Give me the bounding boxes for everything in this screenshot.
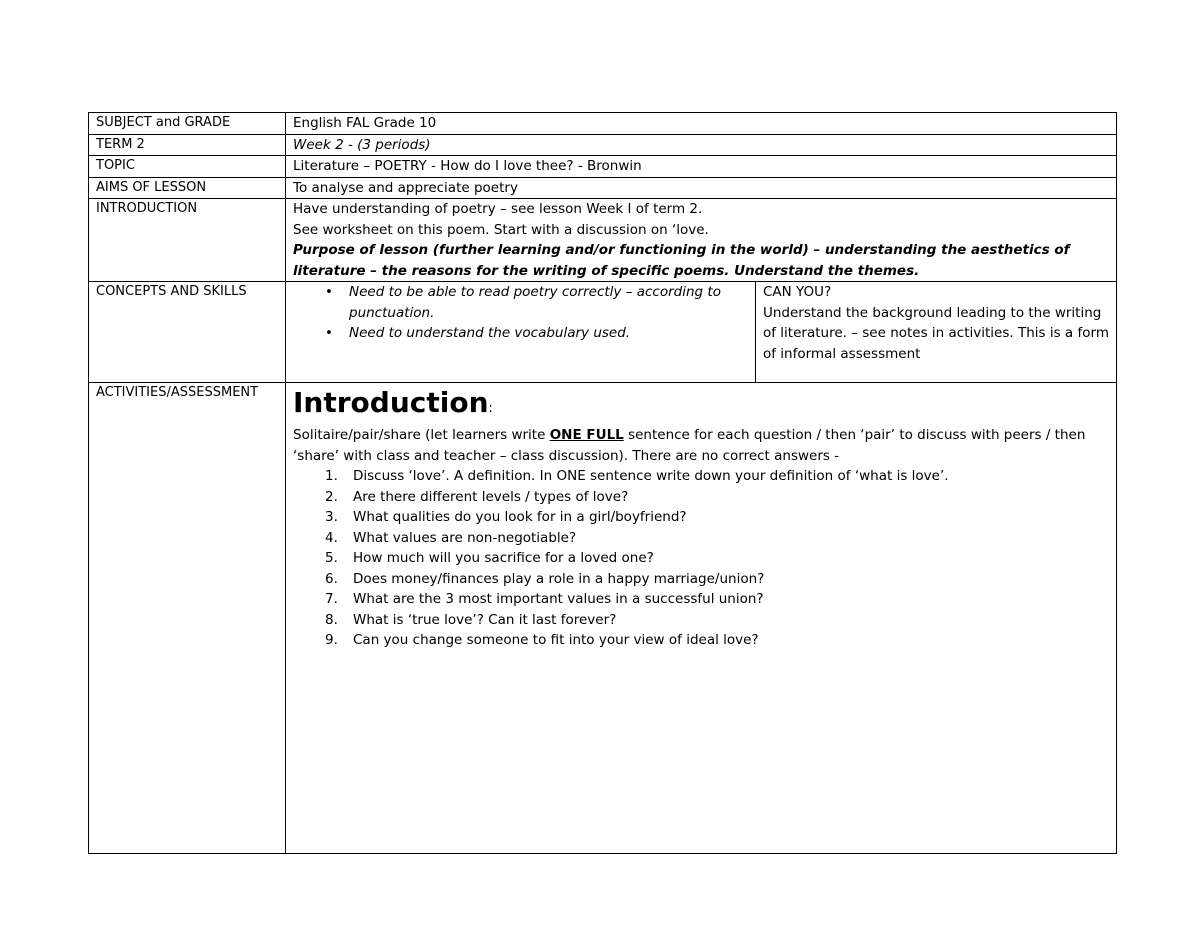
can-you-title: CAN YOU? [763,284,832,300]
question-item [325,466,1109,487]
concept-bullet-item: • Need to understand the vocabulary used. [349,323,748,344]
term-label: TERM 2 [89,134,286,156]
question-number: 7. [325,591,338,607]
question-text: Are there different levels / types of love? [353,488,629,505]
question-number: 9. [325,632,338,648]
row-term [89,134,1117,156]
question-item [325,630,1109,651]
question-item [325,548,1109,569]
question-text: How much will you sacrifice for a loved one? [353,550,654,566]
question-text: What is ‘true love’? Can it last forever? [353,611,617,628]
activities-heading [293,387,1109,425]
concepts-bullet-list [293,282,748,344]
question-item [325,610,1109,631]
instructions-part-b: sentence for each question / then ‘pair’ to discuss with peers / then ‘share’ with class and teacher – class discussion). There are no correct answers - [293,427,1086,464]
activities-cell [286,383,1117,854]
term-value: Week 2 - (3 periods) [286,134,1117,156]
question-number: 4. [325,529,338,546]
introduction-line-1: Have understanding of poetry – see lesson Week I of term 2. [293,201,703,217]
row-aims [89,177,1117,199]
concepts-skills-column [286,282,756,382]
question-item [325,569,1109,590]
question-number: 6. [325,570,338,587]
questions-list [293,466,1109,651]
can-you-column [756,282,1116,382]
question-text: What are the 3 most important values in a successful union? [353,591,764,607]
concepts-label: CONCEPTS AND SKILLS [89,282,286,383]
row-concepts [89,282,1117,383]
activities-instructions [293,425,1109,466]
row-introduction [89,199,1117,282]
topic-label: TOPIC [89,156,286,178]
instructions-part-a: Solitaire/pair/share (let learners write [293,427,550,443]
question-item [325,589,1109,610]
question-text: Does money/finances play a role in a happy marriage/union? [353,570,765,587]
aims-label: AIMS OF LESSON [89,177,286,199]
question-number: 2. [325,488,338,505]
question-text: What qualities do you look for in a girl/boyfriend? [353,509,687,525]
row-activities [89,383,1117,854]
instructions-emphasis: ONE FULL [549,427,624,443]
introduction-purpose: Purpose of lesson (further learning and/or functioning in the world) – understanding the aesthetics of literature – the reasons for the writing of specific poems. Understand the themes. [293,242,1070,279]
question-number: 5. [325,550,338,566]
lesson-plan-sheet [88,112,1117,854]
activities-heading-colon: : [488,401,493,416]
question-number: 1. [325,468,338,484]
introduction-line-2: See worksheet on this poem. Start with a discussion on ‘love. [293,221,709,238]
aims-value: To analyse and appreciate poetry [286,177,1117,199]
question-item [325,528,1109,549]
activities-label: ACTIVITIES/ASSESSMENT [89,383,286,854]
subject-label: SUBJECT and GRADE [89,113,286,135]
activities-heading-text: Introduction [293,386,489,419]
concepts-split [286,282,1116,382]
row-subject [89,113,1117,135]
question-text: Can you change someone to fit into your view of ideal love? [353,632,759,648]
can-you-text: Understand the background leading to the writing of literature. – see notes in activities. This is a form of informal assessment [763,304,1109,362]
lesson-plan-table [88,112,1117,854]
question-text: Discuss ‘love’. A definition. In ONE sentence write down your definition of ‘what is love’. [353,468,949,484]
row-topic [89,156,1117,178]
introduction-cell [286,199,1117,282]
topic-value: Literature – POETRY - How do I love thee? - Bronwin [286,156,1117,178]
introduction-label: INTRODUCTION [89,199,286,282]
question-text: What values are non-negotiable? [353,529,577,546]
concept-bullet-item: • Need to be able to read poetry correctly – according to punctuation. [349,282,748,323]
question-item [325,507,1109,528]
question-number: 8. [325,611,338,628]
question-number: 3. [325,509,338,525]
subject-value: English FAL Grade 10 [286,113,1117,135]
concepts-cell [286,282,1117,383]
question-item [325,487,1109,508]
